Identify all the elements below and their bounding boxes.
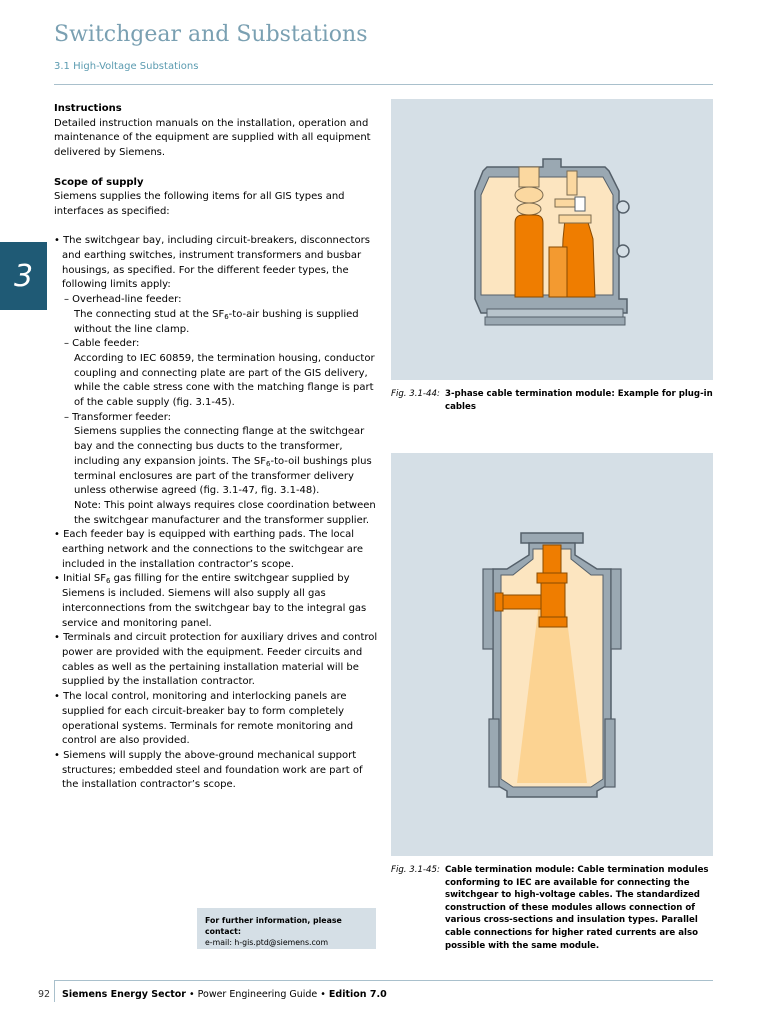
dash-transformer: – Transformer feeder: <box>64 411 171 423</box>
single-cable-termination-illustration <box>391 453 713 856</box>
figure-3-phase-cable-termination <box>391 99 713 380</box>
contact-email[interactable]: e-mail: h-gis.ptd@siemens.com <box>205 938 329 947</box>
bullet-switchgear-bay: • The switchgear bay, including circuit-breakers, disconnectors and earthing switches, instrument transformers and busbar housings, as specified. For the different feeder types, the following limits apply: <box>54 235 370 291</box>
dash-cable: – Cable feeder: <box>64 338 140 350</box>
footer-text: Siemens Energy Sector • Power Engineering Guide • Edition 7.0 <box>62 989 387 1000</box>
bullet-terminals: • Terminals and circuit protection for auxiliary drives and control power are provided with the equipment. Feeder circuits and cables as well as the pertaining installation material will be supplied by the installation contractor. <box>54 632 378 688</box>
header-rule <box>54 84 713 85</box>
section-subtitle: 3.1 High-Voltage Substations <box>54 61 199 72</box>
footer-divider <box>54 980 55 1002</box>
chapter-tab: 3 <box>0 242 47 310</box>
instructions-heading: Instructions <box>54 103 122 114</box>
figure-2-caption-text: Cable termination module: Cable termination modules conforming to IEC are available for connecting the switchgear to high-voltage cables. The standardized construction of these modules allows connection of various cross-sections and insulation types. Parallel cable connections for higher rated currents are also possible with the same module. <box>445 865 709 951</box>
instructions-text: Detailed instruction manuals on the installation, operation and maintenance of the equipment are supplied with all equipment delivered by Siemens. <box>54 117 371 159</box>
scope-heading: Scope of supply <box>54 176 144 188</box>
figure-1-caption <box>391 388 721 413</box>
figure-2-caption <box>391 864 721 952</box>
figure-1-caption-text: 3-phase cable termination module: Example for plug-in cables <box>445 389 713 412</box>
bullet-gas-filling: • Initial $SF_6$ gas filling for the entire switchgear supplied by Siemens is included. Siemens will also supply all gas interconnections from the switchgear bay to the integral gas service and monitoring panel. <box>54 573 367 629</box>
contact-box <box>197 908 376 949</box>
figure-cable-termination-module <box>391 453 713 856</box>
figure-2-label: Fig. 3.1-45: <box>391 865 440 875</box>
bullet-support-structures: • Siemens will supply the above-ground mechanical support structures; embedded steel and foundation work are part of the installation contractor’s scope. <box>54 749 363 791</box>
cable-termination-module-illustration <box>391 99 713 380</box>
figure-1-label: Fig. 3.1-44: <box>391 389 440 399</box>
dash-cable-text: According to IEC 60859, the termination housing, conductor coupling and connecting plate are part of the GIS delivery, while the cable stress cone with the matching flange is part of the cable supply (fig. 3.1-45). <box>74 352 375 409</box>
footer-rule <box>54 980 713 981</box>
page-title: Switchgear and Substations <box>54 22 368 47</box>
bullet-control-panels: • The local control, monitoring and interlocking panels are supplied for each circuit-breaker bay to form completely operational systems. Terminals for remote monitoring and control are also provided. <box>54 691 354 747</box>
dash-transformer-text: Siemens supplies the connecting flange at the switchgear bay and the connecting bus ducts to the transformer, including any expansion joints. The $SF_6-to$-oil bushings plus terminal enclosures are part of the transformer delivery unless otherwise agreed (fig. 3.1-47, fig. 3.1-48). <box>74 426 372 497</box>
dash-overhead: – Overhead-line feeder: <box>64 294 182 306</box>
scope-intro: Siemens supplies the following items for all GIS types and interfaces as specified: <box>54 191 345 217</box>
page-number: 92 <box>38 989 51 1000</box>
body-text <box>54 102 382 793</box>
contact-title: For further information, please contact: <box>205 916 342 936</box>
dash-transformer-note: Note: This point always requires close coordination between the switchgear manufacturer and the transformer supplier. <box>74 499 376 526</box>
bullet-earthing: • Each feeder bay is equipped with earthing pads. The local earthing network and the connections to the switchgear are included in the installation contractor’s scope. <box>54 529 363 570</box>
dash-overhead-text: The connecting stud at the $SF_6-to$-air bushing is supplied without the line clamp. <box>74 308 359 335</box>
